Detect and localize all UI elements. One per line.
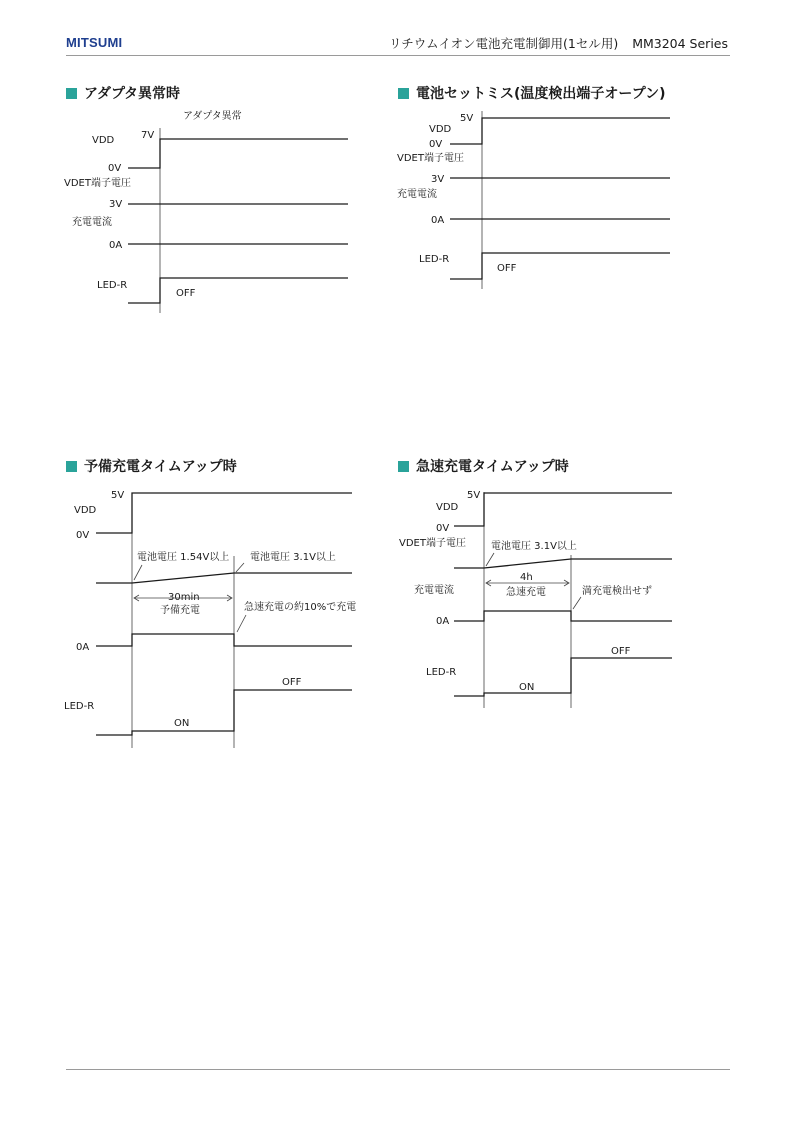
vdd-waveform: [454, 493, 672, 526]
label-3v: 3V: [109, 199, 123, 210]
label-0v: 0V: [436, 523, 450, 534]
label-vdd: VDD: [429, 124, 452, 135]
footer-rule: [66, 1069, 730, 1070]
label-5v: 5V: [467, 490, 481, 501]
label-0a: 0A: [109, 240, 123, 251]
section-title-text: 予備充電タイムアップ時: [84, 459, 237, 475]
label-off: OFF: [282, 677, 302, 688]
led-r-waveform: [454, 658, 672, 696]
label-0v: 0V: [76, 530, 90, 541]
pointer-no-full-detect: [573, 597, 581, 609]
label-off: OFF: [176, 288, 196, 299]
label-battery-1-54v: 電池電圧 1.54V以上: [137, 552, 230, 563]
section-title-text: アダプタ異常時: [84, 86, 181, 102]
label-on: ON: [519, 682, 535, 693]
label-charge-current: 充電電流: [72, 217, 112, 228]
event-caption: アダプタ異常: [183, 111, 242, 122]
label-precharge: 予備充電: [160, 605, 200, 616]
label-charge-current: 充電電流: [397, 189, 437, 200]
company-logo: MITSUMI: [66, 35, 123, 50]
pointer-3-1v: [486, 553, 494, 566]
label-vdd: VDD: [436, 502, 459, 513]
label-vdet: VDET端子電圧: [64, 178, 131, 189]
label-led-r: LED-R: [426, 667, 457, 678]
label-led-r: LED-R: [419, 254, 450, 265]
label-battery-3-1v: 電池電圧 3.1V以上: [250, 552, 336, 563]
label-7v: 7V: [141, 130, 155, 141]
label-vdet: VDET端子電圧: [397, 153, 464, 164]
label-vdd: VDD: [74, 505, 97, 516]
label-fastcharge: 急速充電: [506, 587, 546, 598]
label-0a: 0A: [436, 616, 450, 627]
label-off: OFF: [497, 263, 517, 274]
document-subject: リチウムイオン電池充電制御用(1セル用): [388, 36, 619, 51]
label-3v: 3V: [431, 174, 445, 185]
label-5v: 5V: [460, 113, 474, 124]
label-trickle-note: 急速充電の約10%で充電: [244, 602, 357, 613]
label-0v: 0V: [108, 163, 122, 174]
label-off: OFF: [611, 646, 631, 657]
label-vdet: VDET端子電圧: [399, 538, 466, 549]
label-0v: 0V: [429, 139, 443, 150]
section-title-text: 急速充電タイムアップ時: [416, 459, 569, 475]
label-led-r: LED-R: [64, 701, 95, 712]
label-led-r: LED-R: [97, 280, 128, 291]
label-0a: 0A: [76, 642, 90, 653]
label-vdd: VDD: [92, 135, 115, 146]
label-battery-3-1v: 電池電圧 3.1V以上: [491, 541, 577, 552]
label-charge-current: 充電電流: [414, 585, 454, 596]
label-30min: 30min: [168, 592, 200, 603]
label-4h: 4h: [520, 572, 533, 583]
label-no-full-detect: 満充電検出せず: [582, 586, 652, 597]
vdet-waveform: [454, 559, 672, 568]
label-0a: 0A: [431, 215, 445, 226]
current-waveform: [454, 611, 672, 621]
label-5v: 5V: [111, 490, 125, 501]
label-on: ON: [174, 718, 190, 729]
product-series: MM3204 Series: [632, 36, 728, 51]
section-title-text: 電池セットミス(温度検出端子オープン): [416, 86, 666, 102]
